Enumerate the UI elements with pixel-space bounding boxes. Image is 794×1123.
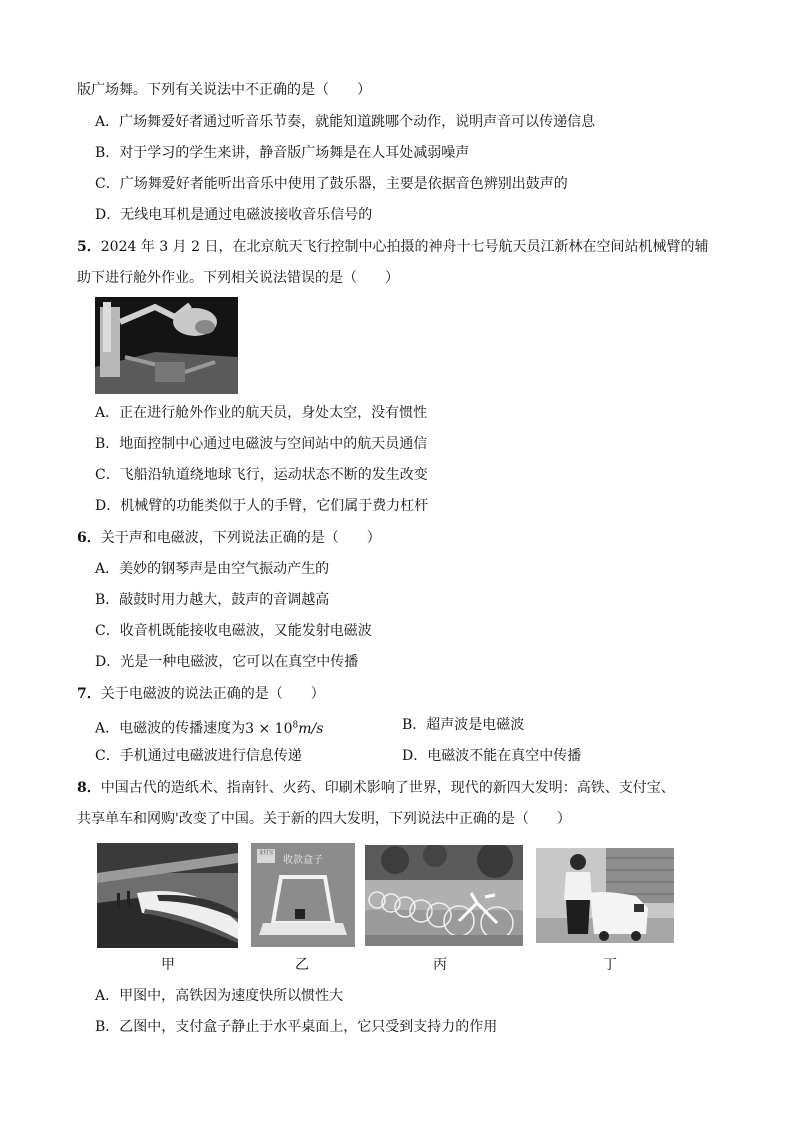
astronaut-photo (95, 297, 238, 394)
question-4-stem-end: 版广场舞。下列有关说法中不正确的是（ ） (77, 82, 371, 98)
question-7-option-c: C．手机通过电磁波进行信息传递 (95, 748, 302, 764)
question-7-option-d: D．电磁波不能在真空中传播 (402, 748, 582, 764)
question-5-stem (77, 237, 708, 257)
question-text: 关于声和电磁波，下列说法正确的是（ ） (100, 530, 381, 546)
box-brand-tag: 支付宝 (258, 850, 274, 856)
question-4-option-c: C．广场舞爱好者能听出音乐中使用了鼓乐器，主要是依据音色辨别出鼓声的 (95, 176, 568, 192)
question-5-option-a: A．正在进行舱外作业的航天员，身处太空，没有惯性 (95, 405, 428, 421)
question-6-stem (77, 528, 381, 548)
question-8-stem (77, 778, 675, 798)
question-5-option-b: B．地面控制中心通过电磁波与空间站中的航天员通信 (95, 436, 428, 452)
speed-formula: $3 \times 10^8m/s$ (245, 720, 324, 737)
question-5-stem-cont: 助下进行舱外作业。下列相关说法错误的是（ ） (77, 270, 399, 286)
question-6-option-c: C．收音机既能接收电磁波，又能发射电磁波 (95, 623, 372, 639)
question-6-option-b: B．敲鼓时用力越大，鼓声的音调越高 (95, 592, 330, 608)
high-speed-train-photo (97, 843, 238, 948)
question-text: 中国古代的造纸术、指南针、火药、印刷术影响了世界，现代的新四大发明：高铁、支付宝、 (100, 780, 675, 796)
question-8-stem-cont: 共享单车和网购'改变了中国。关于新的四大发明，下列说法中正确的是（ ） (77, 811, 571, 827)
question-6-option-a: A．美妙的钢琴声是由空气振动产生的 (95, 561, 330, 577)
caption-bing: 丙 (433, 957, 447, 973)
question-number: 7． (77, 686, 101, 702)
option-text: A．电磁波的传播速度为 (95, 720, 246, 737)
caption-yi: 乙 (295, 957, 309, 973)
question-7-stem (77, 684, 325, 704)
question-7-option-a (95, 715, 323, 739)
question-6-option-d: D．光是一种电磁波，它可以在真空中传播 (95, 654, 359, 670)
question-5-option-d: D．机械臂的功能类似于人的手臂，它们属于费力杠杆 (95, 498, 429, 514)
question-4-option-a: A．广场舞爱好者通过听音乐节奏，就能知道跳哪个动作，说明声音可以传递信息 (95, 114, 596, 130)
question-text: 关于电磁波的说法正确的是（ ） (100, 686, 325, 702)
box-title-text: 收款盒子 (283, 855, 323, 866)
question-4-option-d: D．无线电耳机是通过电磁波接收音乐信号的 (95, 207, 373, 223)
question-5-option-c: C．飞船沿轨道绕地球飞行，运动状态不断的发生改变 (95, 467, 428, 483)
question-number: 8． (77, 780, 101, 796)
question-8-option-a: A．甲图中，高铁因为速度快所以惯性大 (95, 988, 344, 1004)
question-number: 5． (77, 239, 101, 255)
question-8-option-b: B．乙图中，支付盒子静止于水平桌面上，它只受到支持力的作用 (95, 1019, 498, 1035)
question-4-option-b: B．对于学习的学生来讲，静音版广场舞是在人耳处减弱噪声 (95, 145, 470, 161)
caption-ding: 丁 (603, 957, 617, 973)
delivery-robot-photo (536, 848, 674, 943)
question-text: 2024 年 3 月 2 日，在北京航天飞行控制中心拍摄的神舟十七号航天员江新林在空间站机械臂的辅 (100, 239, 709, 255)
question-number: 6． (77, 530, 101, 546)
shared-bikes-photo (365, 845, 523, 946)
payment-box-photo (251, 843, 355, 947)
caption-jia: 甲 (161, 957, 175, 973)
question-7-option-b: B．超声波是电磁波 (402, 717, 525, 733)
